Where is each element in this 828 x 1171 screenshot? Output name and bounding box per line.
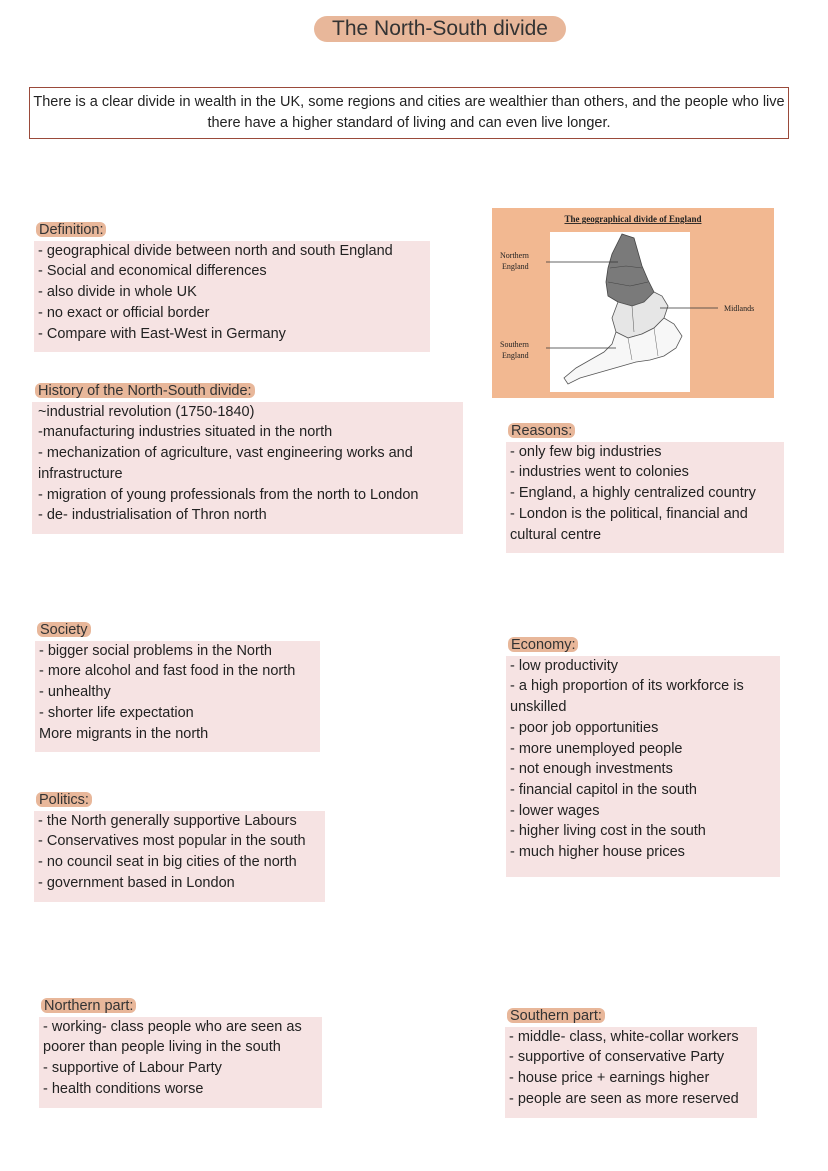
- list-item: - also divide in whole UK: [38, 284, 197, 301]
- list-item: - mechanization of agriculture, vast engineering works and infrastructure: [38, 445, 413, 482]
- list-item: - no exact or official border: [38, 304, 210, 321]
- list-item: - middle- class, white-collar workers: [509, 1028, 739, 1045]
- list-item: - supportive of conservative Party: [509, 1049, 725, 1066]
- intro-box: There is a clear divide in wealth in the UK, some regions and cities are wealthier than others, and the people who live there have a higher standard of living and can even live longer.: [29, 87, 789, 139]
- list-item: - no council seat in big cities of the north: [38, 854, 297, 871]
- list-item: - de- industrialisation of Thron north: [38, 507, 267, 524]
- southern-part-heading: Southern part:: [507, 1008, 605, 1023]
- list-item: - government based in London: [38, 874, 235, 891]
- society-heading: Society: [37, 622, 91, 637]
- map-title: The geographical divide of England: [564, 214, 702, 224]
- list-item: - higher living cost in the south: [510, 823, 706, 840]
- northern-part-section: [39, 996, 322, 1108]
- list-item: - industries went to colonies: [510, 464, 689, 481]
- southern-part-box: [505, 1027, 757, 1118]
- reasons-box: [506, 442, 784, 554]
- list-item: - bigger social problems in the North: [39, 642, 272, 659]
- list-item: - lower wages: [510, 802, 600, 819]
- politics-heading: Politics:: [36, 792, 92, 807]
- list-item: - house price + earnings higher: [509, 1070, 710, 1087]
- politics-section: [34, 790, 325, 902]
- reasons-section: [506, 421, 784, 553]
- list-item: -manufacturing industries situated in the north: [38, 424, 333, 441]
- list-item: - England, a highly centralized country: [510, 485, 756, 502]
- definition-section: [34, 220, 430, 352]
- list-item: - only few big industries: [510, 443, 662, 460]
- label-midlands: Midlands: [724, 304, 755, 313]
- definition-heading: Definition:: [36, 222, 106, 237]
- list-item: - people are seen as more reserved: [509, 1090, 739, 1107]
- list-item: ~industrial revolution (1750-1840): [38, 403, 255, 420]
- page-title: The North-South divide: [314, 16, 566, 42]
- list-item: - geographical divide between north and south England: [38, 242, 393, 259]
- southern-part-section: [505, 1006, 757, 1118]
- list-item: - Social and economical differences: [38, 263, 267, 280]
- history-heading: History of the North-South divide:: [35, 383, 255, 398]
- politics-box: [34, 811, 325, 902]
- list-item: - poor job opportunities: [510, 719, 659, 736]
- economy-heading: Economy:: [508, 637, 578, 652]
- society-box: [35, 641, 320, 753]
- economy-section: [506, 635, 780, 877]
- list-item: - much higher house prices: [510, 844, 685, 861]
- list-item: - Compare with East-West in Germany: [38, 325, 286, 342]
- list-item: - Conservatives most popular in the south: [38, 833, 306, 850]
- list-item: - migration of young professionals from the north to London: [38, 486, 419, 503]
- list-item: - London is the political, financial and cultural centre: [510, 505, 748, 543]
- list-item: - more alcohol and fast food in the north: [39, 663, 296, 680]
- list-item: - more unemployed people: [510, 740, 683, 757]
- northern-part-heading: Northern part:: [41, 998, 136, 1013]
- list-item: - the North generally supportive Labours: [38, 812, 297, 829]
- list-item: - health conditions worse: [43, 1080, 204, 1097]
- northern-part-box: [39, 1017, 322, 1108]
- reasons-heading: Reasons:: [508, 423, 575, 438]
- history-box: [32, 402, 463, 534]
- history-section: [33, 381, 463, 534]
- label-northern: Northern England: [500, 251, 529, 271]
- list-item: - financial capitol in the south: [510, 781, 697, 798]
- list-item: - shorter life expectation: [39, 704, 194, 721]
- list-item: - unhealthy: [39, 684, 111, 701]
- society-section: [35, 620, 320, 752]
- list-item: - a high proportion of its workforce is unskilled: [510, 678, 744, 716]
- economy-box: [506, 656, 780, 877]
- definition-box: [34, 241, 430, 353]
- list-item: - low productivity: [510, 657, 618, 674]
- list-item: - working- class people who are seen as poorer than people living in the south: [43, 1018, 302, 1056]
- label-southern: Southern England: [500, 340, 529, 360]
- list-item: - not enough investments: [510, 761, 673, 778]
- list-item: More migrants in the north: [39, 725, 209, 742]
- list-item: - supportive of Labour Party: [43, 1060, 222, 1077]
- england-divide-map: [492, 208, 774, 398]
